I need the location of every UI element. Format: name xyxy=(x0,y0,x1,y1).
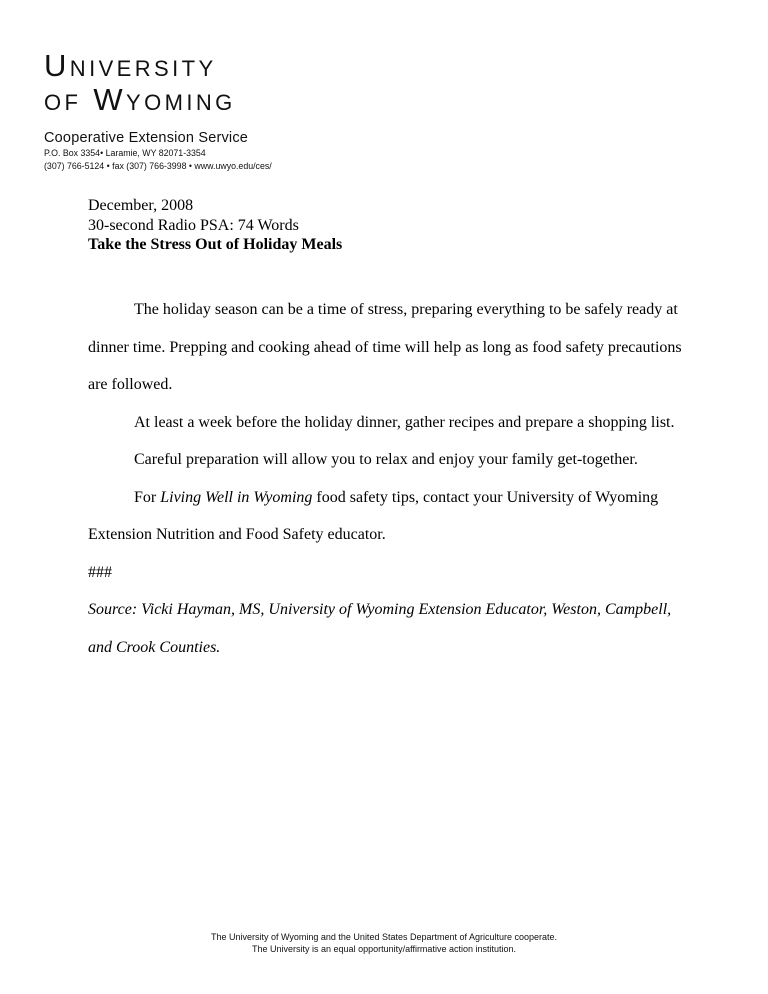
document-body xyxy=(88,291,688,666)
document-date: December, 2008 xyxy=(88,197,194,214)
source-credit: Source: Vicki Hayman, MS, University of Wyoming Extension Educator, Weston, Campbell, and Crook Counties. xyxy=(88,601,672,656)
logo-line-2: of Wyoming xyxy=(44,82,236,117)
psa-info: 30-second Radio PSA: 74 Words xyxy=(88,216,299,234)
paragraph-4 xyxy=(88,479,688,554)
document-title: Take the Stress Out of Holiday Meals xyxy=(88,236,343,253)
end-mark: ### xyxy=(88,563,112,581)
address-line-1: P.O. Box 3354• Laramie, WY 82071-3354 xyxy=(44,148,206,158)
paragraph-2: At least a week before the holiday dinner, gather recipes and prepare a shopping list. xyxy=(134,413,675,431)
university-logo xyxy=(44,50,272,118)
paragraph-1: The holiday season can be a time of stress, preparing everything to be safely ready at dinner time. Prepping and cooking ahead of time will help as long as food safety precautions are followed. xyxy=(88,301,682,393)
footer-line-1: The University of Wyoming and the United States Department of Agriculture cooperate. xyxy=(210,932,558,942)
document-header xyxy=(88,196,688,255)
address-line-2: (307) 766-5124 • fax (307) 766-3998 • www.uwyo.edu/ces/ xyxy=(44,161,272,171)
program-name: Living Well in Wyoming xyxy=(160,488,313,506)
department-name: Cooperative Extension Service xyxy=(44,130,249,146)
footer-line-2: The University is an equal opportunity/affirmative action institution. xyxy=(252,944,516,954)
paragraph-4-rest: food safety tips, contact your University of Wyoming Extension Nutrition and Food Safety educator. xyxy=(88,488,659,543)
paragraph-3: Careful preparation will allow you to relax and enjoy your family get-together. xyxy=(134,451,638,468)
logo-line-1: University xyxy=(44,48,217,83)
footer xyxy=(0,931,768,955)
letterhead xyxy=(44,50,272,172)
paragraph-4-lead: For xyxy=(134,488,161,506)
